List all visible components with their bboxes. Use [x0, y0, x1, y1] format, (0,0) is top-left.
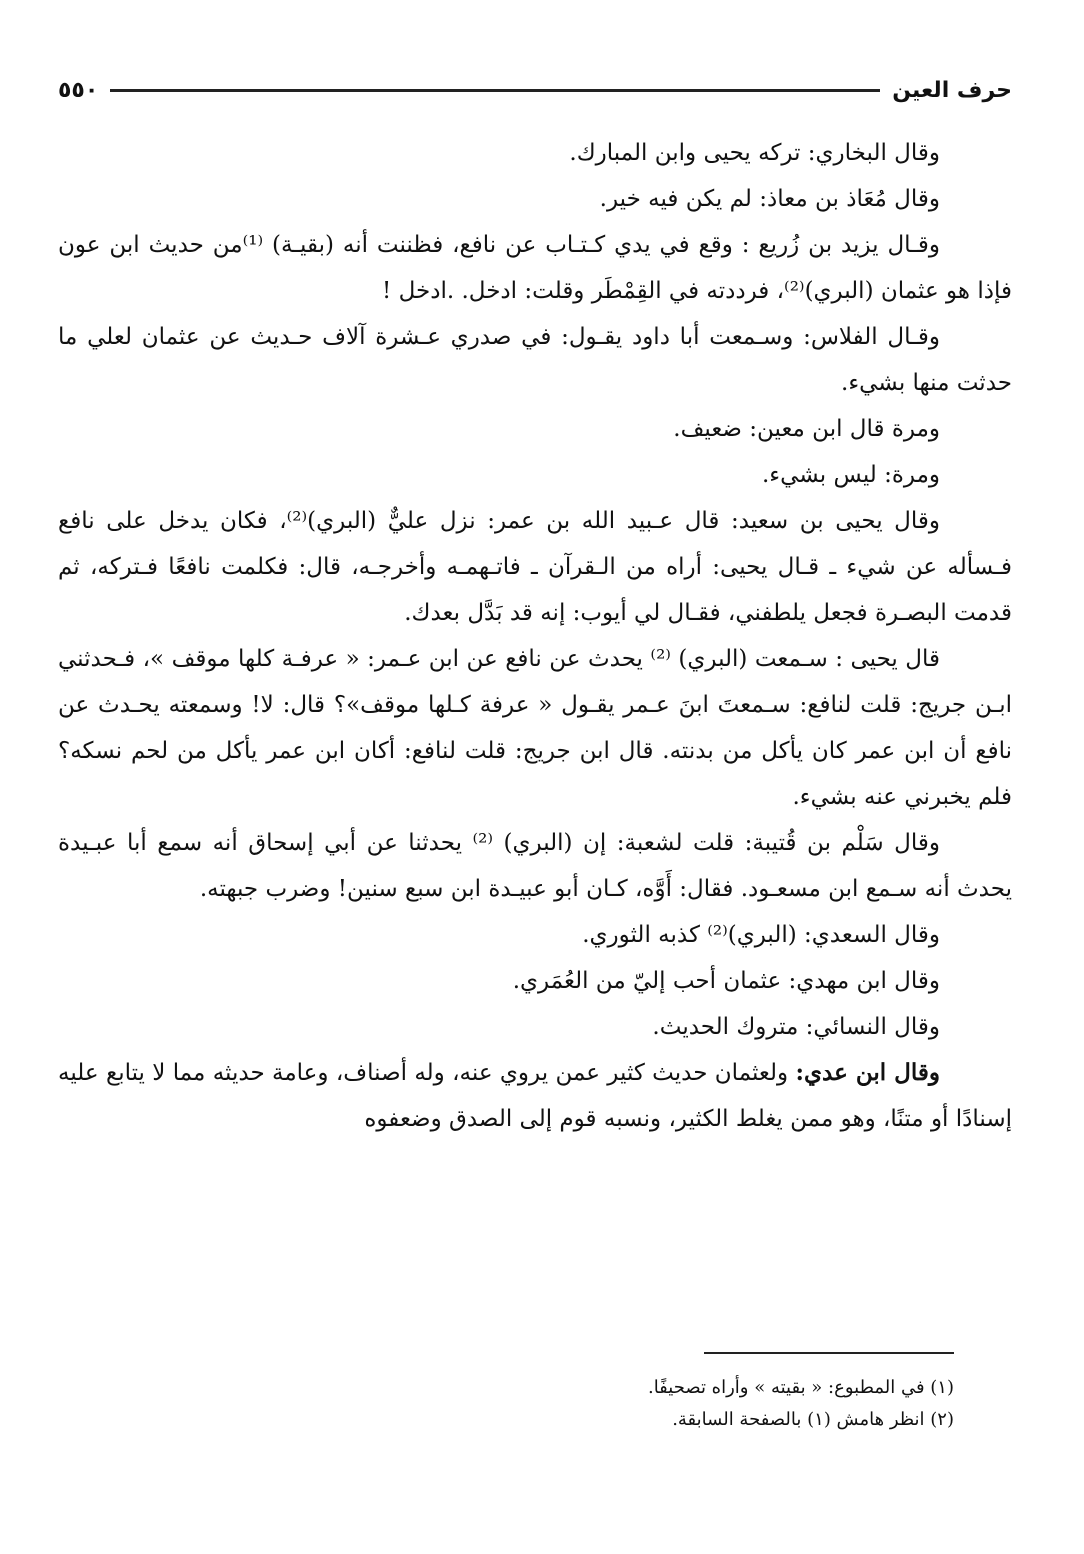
paragraph: ومرة قال ابن معين: ضعيف.	[673, 416, 940, 442]
paragraph: وقال سَلْم بن قُتيبة: قلت لشعبة: إن (البري) ⁽²⁾ يحدثنا عن أبي إسحاق أنه سمع أبا عبـيدة يحدث أنه سـمع ابن مسعـود. فقال: أَوَّه، كـان أبو عبيـدة ابن سبع سنين! وضرب جبهته.	[58, 830, 1012, 902]
paragraph-text: ولعثمان حديث كثير عمن يروي عنه، وله أصناف، وعامة حديثه مما لا يتابع عليه إسنادًا أو متنًا، وهو ممن يغلط الكثير، ونسبه قوم إلى الصدق وضعفوه	[58, 1060, 1012, 1132]
paragraph-last	[58, 1050, 1012, 1142]
paragraph: وقال البخاري: تركه يحيى وابن المبارك.	[569, 140, 940, 166]
paragraph: وقال يحيى بن سعيد: قال عـبيد الله بن عمر: نزل عليٌّ (البري)⁽²⁾، فكان يدخل على نافع فـسأله عن شيء ـ قـال يحيى: أراه من الـقرآن ـ فاتـهمـه وأخرجـه، قال: فكلمت نافعًا فـتركه، ثم قدمت البصـرة فجعل يلطفني، فقـال لي أيوب: إنه قد بَدَّل بعدك.	[58, 508, 1012, 626]
paragraph: قال يحيى : سـمعت (البري) ⁽²⁾ يحدث عن نافع عن ابن عـمر: « عرفـة كلها موقف »، فـحدثني ابـن جريج: قلت لنافع: سـمعتَ ابنَ عـمر يقـول « عرفة كـلها موقف»؟ قال: لا! وسمعته يحـدث عن نافع أن ابن عمر كان يأكل من بدنته. قال ابن جريج: قلت لنافع: أكان ابن عمر يأكل من لحم نسكه؟ فلم يخبرني عنه بشيء.	[58, 646, 1012, 810]
running-title: حرف العين	[892, 77, 1012, 103]
main-text	[58, 130, 1012, 1142]
paragraph: ومرة: ليس بشيء.	[761, 462, 940, 488]
paragraph: وقال مُعَاذ بن معاذ: لم يكن فيه خير.	[599, 186, 940, 212]
paragraph: وقـال يزيد بن زُريع : وقع في يدي كـتـاب عن نافع، فظننت أنه (بقيـة) ⁽¹⁾من حديث ابن عون فإذا هو عثمان (البري)⁽²⁾، فرددته في القِمْطَر وقلت: ادخل. .ادخل !	[58, 232, 1012, 304]
footnotes	[200, 1372, 954, 1436]
paragraph: وقال ابن مهدي: عثمان أحب إليّ من العُمَري.	[512, 968, 940, 994]
paragraph: وقال السعدي: (البري)⁽²⁾ كذبه الثوري.	[582, 922, 940, 948]
paragraph: وقال النسائي: متروك الحديث.	[652, 1014, 940, 1040]
bold-lead: وقال ابن عدي:	[795, 1059, 940, 1086]
footnote: (١) في المطبوع: « بقيته » وأراه تصحيفًا.	[647, 1377, 954, 1398]
running-header	[58, 70, 1012, 110]
footnote-separator	[704, 1352, 954, 1354]
footnote: (٢) انظر هامش (١) بالصفحة السابقة.	[672, 1409, 954, 1430]
paragraph: وقـال الفلاس: وسـمعت أبا داود يقـول: في صدري عـشرة آلاف حـديث عن عثمان لعلي ما حدثت منها بشيء.	[58, 324, 1012, 396]
header-rule	[110, 89, 880, 92]
page-number: ٥٥٠	[58, 77, 99, 103]
